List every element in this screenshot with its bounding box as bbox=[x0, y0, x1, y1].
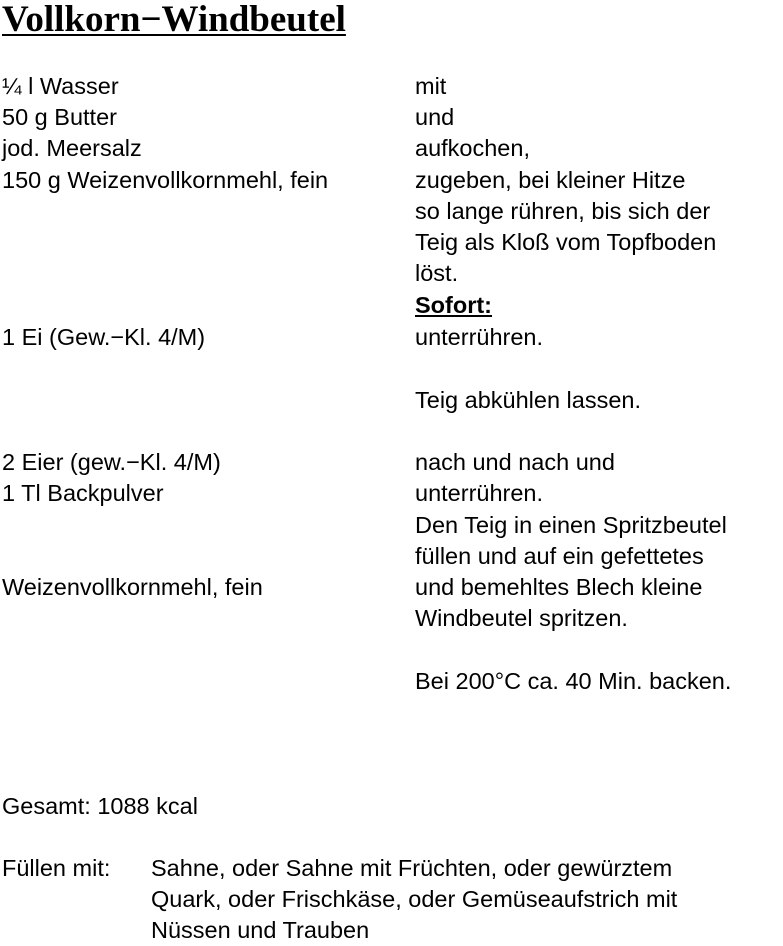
filling-line: Quark, oder Frischkäse, oder Gemüseaufstrich mit bbox=[151, 886, 678, 912]
ingredient-flour: 150 g Weizenvollkornmehl, fein bbox=[2, 167, 329, 193]
ingredient-egg: 1 Ei (Gew.−Kl. 4/M) bbox=[2, 324, 206, 350]
instruction-line: zugeben, bei kleiner Hitze bbox=[415, 167, 686, 193]
instruction-line: aufkochen, bbox=[415, 135, 530, 161]
instruction-line: und bemehltes Blech kleine bbox=[415, 574, 703, 600]
filling-line: Sahne, oder Sahne mit Früchten, oder gewürztem bbox=[151, 855, 673, 881]
instruction-line: Teig abkühlen lassen. bbox=[415, 387, 642, 413]
ingredient-water: ¼ l Wasser bbox=[2, 73, 119, 99]
ingredient-butter: 50 g Butter bbox=[2, 104, 117, 130]
instruction-line: so lange rühren, bis sich der bbox=[415, 198, 711, 224]
instruction-line: und bbox=[415, 104, 455, 130]
instruction-emphasis: Sofort: bbox=[415, 292, 493, 318]
ingredient-baking-powder: 1 Tl Backpulver bbox=[2, 480, 164, 506]
ingredient-dusting-flour: Weizenvollkornmehl, fein bbox=[2, 574, 263, 600]
recipe-title: Vollkorn−Windbeutel bbox=[2, 0, 346, 40]
ingredient-salt: jod. Meersalz bbox=[2, 135, 142, 161]
instruction-line: mit bbox=[415, 73, 447, 99]
filling-line: Nüssen und Trauben bbox=[151, 917, 370, 943]
instruction-line: löst. bbox=[415, 260, 459, 286]
instruction-line: unterrühren. bbox=[415, 480, 544, 506]
total-calories: Gesamt: 1088 kcal bbox=[2, 793, 198, 819]
baking-instruction: Bei 200°C ca. 40 Min. backen. bbox=[415, 668, 732, 694]
instruction-line: nach und nach und bbox=[415, 449, 615, 475]
instruction-line: Windbeutel spritzen. bbox=[415, 605, 628, 631]
instruction-line: füllen und auf ein gefettetes bbox=[415, 543, 704, 569]
ingredient-eggs: 2 Eier (gew.−Kl. 4/M) bbox=[2, 449, 221, 475]
filling-label: Füllen mit: bbox=[2, 855, 111, 881]
instruction-line: Den Teig in einen Spritzbeutel bbox=[415, 512, 727, 538]
instruction-line: Teig als Kloß vom Topfboden bbox=[415, 229, 717, 255]
instruction-line: unterrühren. bbox=[415, 324, 544, 350]
